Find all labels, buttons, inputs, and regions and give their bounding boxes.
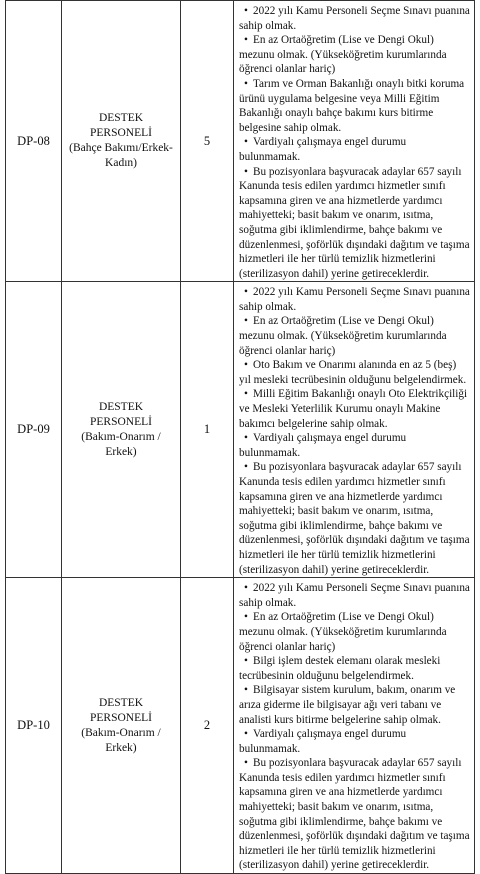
requirement-item: • Tarım ve Orman Bakanlığı onaylı bitki koruma ürünü uygulama belgesine veya Milli Eğitim Bakanlığı onaylı bahçe bakımı kurs bitirme belgesine sahip olmak.: [239, 77, 470, 135]
positions-table: [5, 0, 475, 874]
position-title-line: (Bakım-Onarım /: [81, 430, 161, 443]
table-row: [6, 578, 475, 874]
position-count: 2: [181, 578, 234, 874]
position-title-line: DESTEK: [98, 112, 144, 125]
requirement-item: • Bu pozisyonlara başvuracak adaylar 657 sayılı Kanunda tesis edilen yardımcı hizmetler sınıfı kapsamına giren ve ana hizmetlerde yardımcı mahiyetteki; basit bakım ve onarım, ısıtma, soğutma gibi iklimlendirme, bahçe bakımı ve düzenlenmesi, şoförlük dışındaki dağıtım ve taşıma hizmetleri ile her türlü temizlik hizmetlerini (sterilizasyon dahil) yerine getireceklerdir.: [239, 460, 470, 577]
position-title-line: DESTEK: [98, 696, 144, 709]
requirement-item: • Bu pozisyonlara başvuracak adaylar 657 sayılı Kanunda tesis edilen yardımcı hizmetler sınıfı kapsamına giren ve ana hizmetlerde yardımcı mahiyetteki; basit bakım ve onarım, ısıtma, soğutma gibi iklimlendirme, bahçe bakımı ve düzenlenmesi, şoförlük dışındaki dağıtım ve taşıma hizmetleri ile her türlü temizlik hizmetlerini (sterilizasyon dahil) yerine getireceklerdir.: [239, 165, 470, 282]
position-title-line: PERSONELİ: [90, 711, 152, 724]
position-code: DP-09: [6, 282, 62, 578]
requirement-item: • Milli Eğitim Bakanlığı onaylı Oto Elektrikçiliği ve Mesleki Yeterlilik Kurumu onaylı Makine bakımcı belgelerine sahip olmak.: [239, 387, 470, 431]
requirements-cell: [234, 578, 475, 874]
position-title-line: (Bakım-Onarım /: [81, 726, 161, 739]
requirements-list: [239, 285, 470, 577]
requirement-item: • Vardiyalı çalışmaya engel durumu bulunmamak.: [239, 135, 470, 164]
position-title-line: PERSONELİ: [90, 127, 152, 140]
requirement-item: • Bilgi işlem destek elemanı olarak mesleki tecrübesinin olduğunu belgelendirmek.: [239, 654, 470, 683]
position-code: DP-10: [6, 578, 62, 874]
table-row: [6, 282, 475, 578]
requirement-item: • En az Ortaöğretim (Lise ve Dengi Okul) mezunu olmak. (Yükseköğretim kurumlarında öğrenci olanlar hariç): [239, 33, 470, 77]
table-row: [6, 1, 475, 282]
requirement-item: • 2022 yılı Kamu Personeli Seçme Sınavı puanına sahip olmak.: [239, 285, 470, 314]
position-code: DP-08: [6, 1, 62, 282]
requirements-list: [239, 581, 470, 873]
position-title: [62, 578, 181, 874]
position-title-line: Erkek): [105, 445, 137, 458]
requirement-item: • 2022 yılı Kamu Personeli Seçme Sınavı puanına sahip olmak.: [239, 4, 470, 33]
position-title: [62, 282, 181, 578]
position-title-line: (Bahçe Bakımı/Erkek-: [69, 142, 173, 155]
requirements-cell: [234, 282, 475, 578]
requirement-item: • Oto Bakım ve Onarımı alanında en az 5 (beş) yıl mesleki tecrübesinin olduğunu belgelendirmek.: [239, 358, 470, 387]
requirement-item: • 2022 yılı Kamu Personeli Seçme Sınavı puanına sahip olmak.: [239, 581, 470, 610]
requirement-item: • Vardiyalı çalışmaya engel durumu bulunmamak.: [239, 431, 470, 460]
requirement-item: • Vardiyalı çalışmaya engel durumu bulunmamak.: [239, 727, 470, 756]
position-count: 1: [181, 282, 234, 578]
position-count: 5: [181, 1, 234, 282]
position-title-line: PERSONELİ: [90, 415, 152, 428]
requirement-item: • Bu pozisyonlara başvuracak adaylar 657 sayılı Kanunda tesis edilen yardımcı hizmetler sınıfı kapsamına giren ve ana hizmetlerde yardımcı mahiyetteki; basit bakım ve onarım, ısıtma, soğutma gibi iklimlendirme, bahçe bakımı ve düzenlenmesi, şoförlük dışındaki dağıtım ve taşıma hizmetleri ile her türlü temizlik hizmetlerini (sterilizasyon dahil) yerine getireceklerdir.: [239, 756, 470, 873]
requirement-item: • Bilgisayar sistem kurulum, bakım, onarım ve arıza giderme ile bilgisayar ağı veri tabanı ve analisti kurs bitirme belgelerine sahip olmak.: [239, 683, 470, 727]
position-title-line: Erkek): [105, 741, 137, 754]
requirement-item: • En az Ortaöğretim (Lise ve Dengi Okul) mezunu olmak. (Yükseköğretim kurumlarında öğrenci olanlar hariç): [239, 314, 470, 358]
position-title-line: Kadın): [105, 157, 137, 170]
requirement-item: • En az Ortaöğretim (Lise ve Dengi Okul) mezunu olmak. (Yükseköğretim kurumlarında öğrenci olanlar hariç): [239, 610, 470, 654]
requirements-list: [239, 4, 470, 281]
requirements-cell: [234, 1, 475, 282]
position-title: [62, 1, 181, 282]
position-title-line: DESTEK: [98, 400, 144, 413]
